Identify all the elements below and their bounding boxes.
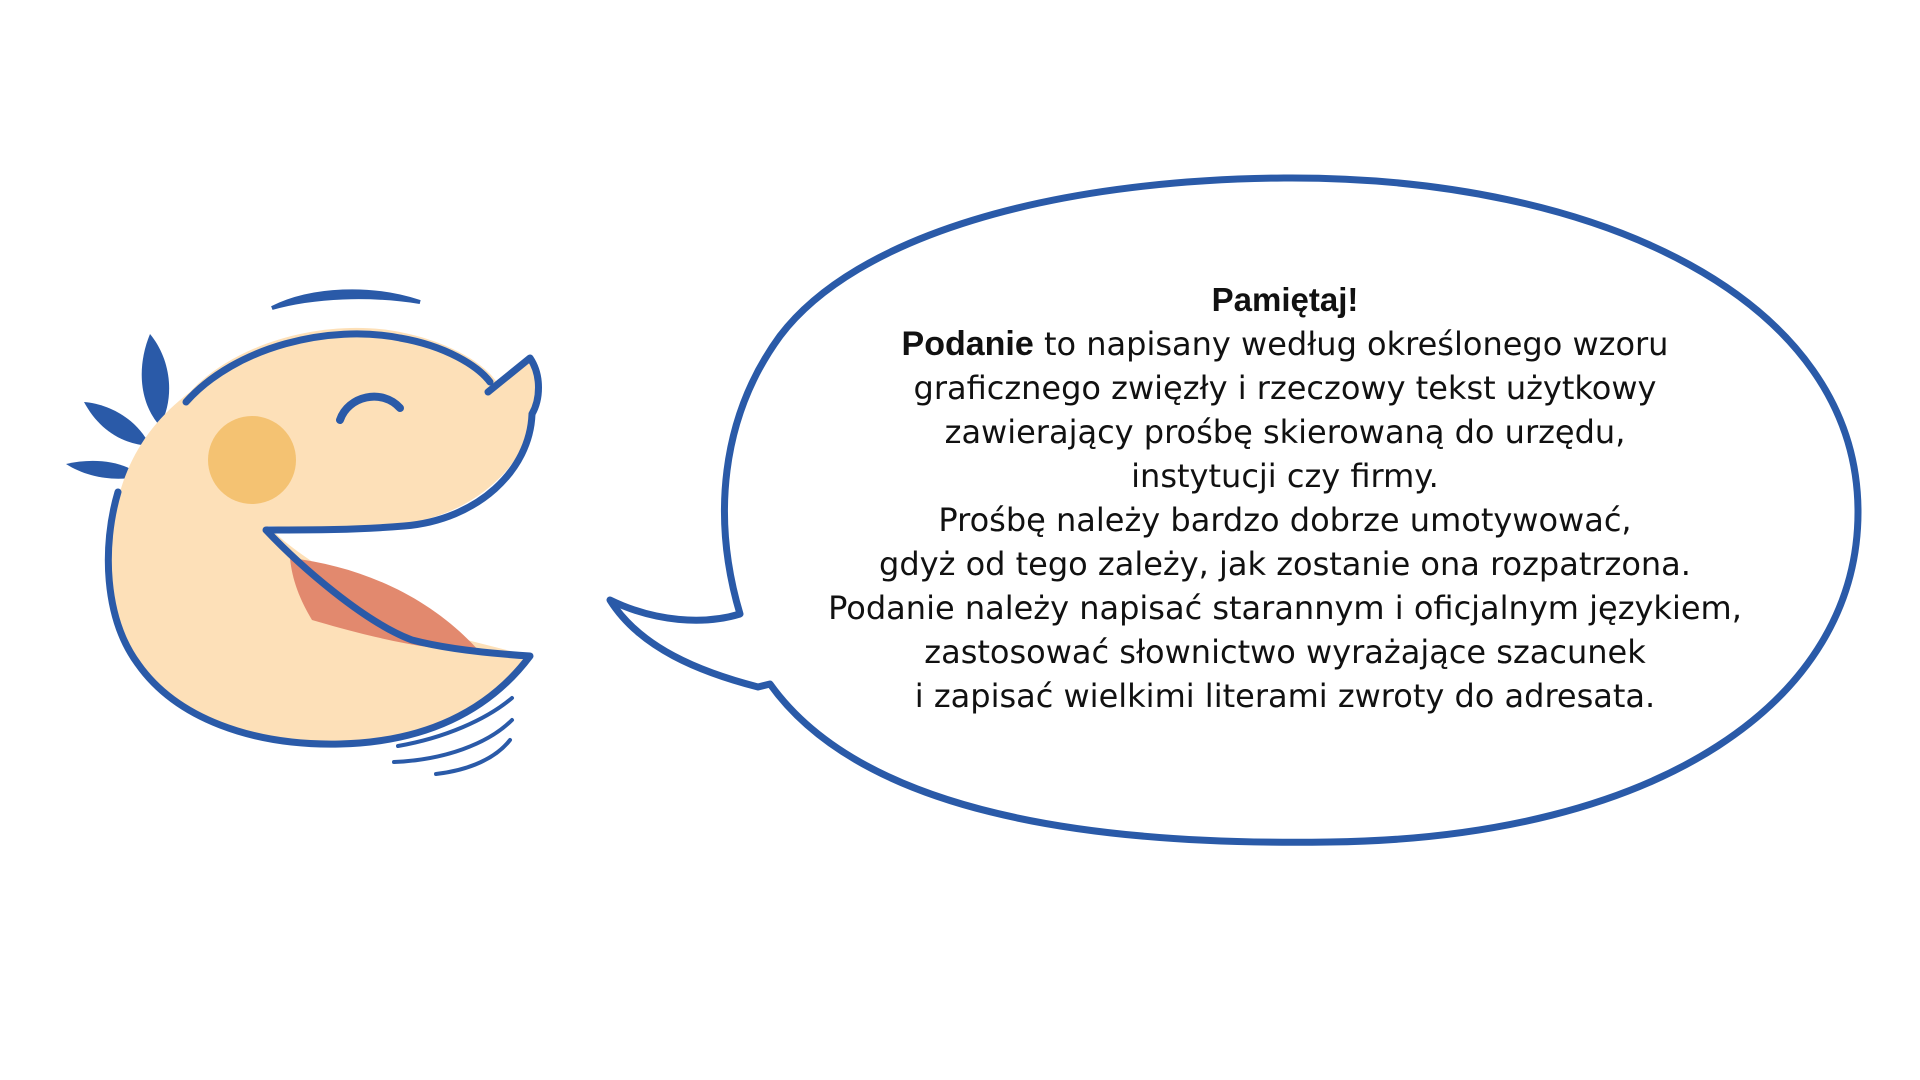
- leaf-icon: [142, 334, 169, 426]
- bubble-text: [770, 278, 1800, 718]
- motion-line: [272, 291, 420, 308]
- text-line: gdyż od tego zależy, jak zostanie ona rozpatrzona.: [879, 545, 1691, 583]
- mascot-cheek: [208, 416, 296, 504]
- definition-line: [770, 322, 1800, 366]
- mascot-head: [110, 328, 539, 742]
- text-line: zawierający prośbę skierowaną do urzędu,: [944, 413, 1626, 451]
- leaf-icon: [84, 402, 150, 446]
- text-line: i zapisać wielkimi literami zwroty do adresata.: [914, 677, 1656, 715]
- text-line: graficznego zwięzły i rzeczowy tekst użytkowy: [913, 369, 1657, 407]
- note-term: Podanie: [901, 325, 1034, 363]
- text-line: zastosować słownictwo wyrażające szacunek: [924, 633, 1646, 671]
- text-line: instytucji czy firmy.: [1131, 457, 1439, 495]
- laughing-mascot-icon: [66, 291, 539, 774]
- note-heading: Pamiętaj!: [1211, 281, 1359, 318]
- definition-rest: to napisany według określonego wzoru: [1033, 325, 1669, 363]
- text-line: Podanie należy napisać starannym i oficjalnym językiem,: [828, 589, 1742, 627]
- text-line: Prośbę należy bardzo dobrze umotywować,: [938, 501, 1632, 539]
